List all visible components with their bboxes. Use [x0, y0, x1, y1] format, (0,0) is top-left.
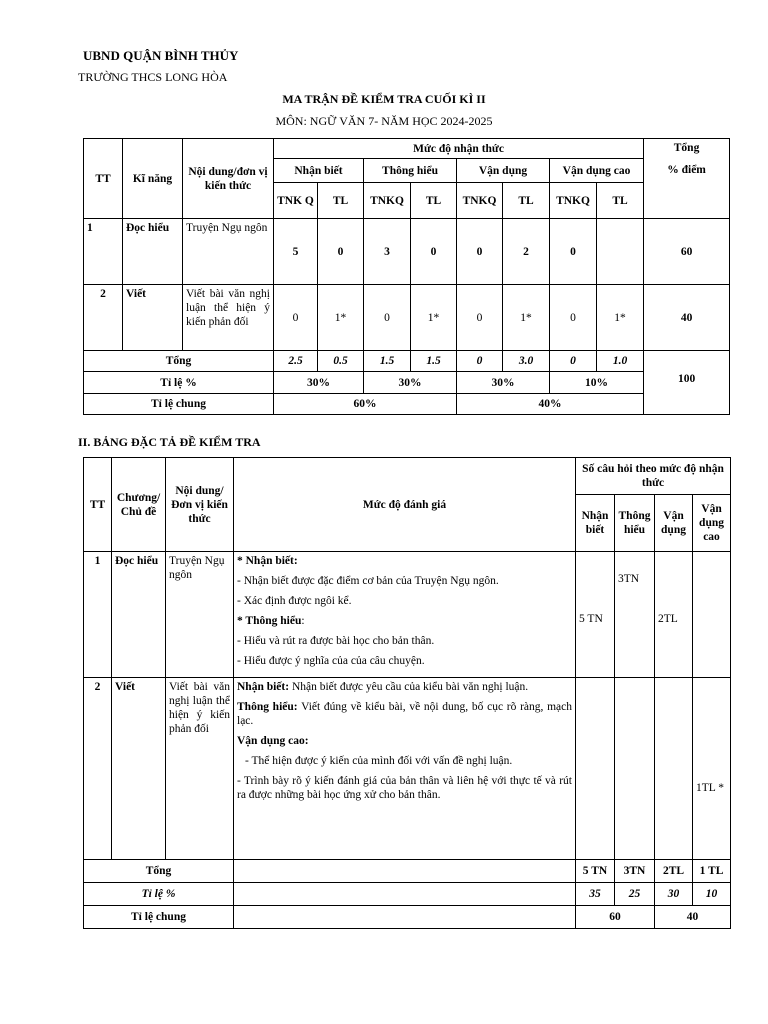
sum-value: 1.5: [411, 351, 457, 372]
spec-ratio-empty: [234, 883, 576, 906]
spec-common-empty: [234, 906, 576, 929]
table-row: [84, 552, 731, 678]
ratio-value: 30%: [364, 372, 457, 394]
sum-value: 1.5: [364, 351, 411, 372]
eval-item: - Nhận biết được đặc điểm cơ bản của Truyện Ngụ ngôn.: [237, 575, 499, 587]
school-name: TRƯỜNG THCS LONG HÒA: [78, 70, 228, 84]
spec-row-tt: 1: [84, 552, 112, 678]
row-value: 5: [274, 219, 318, 285]
matrix-header-level: Mức độ nhận thức: [274, 139, 644, 159]
row-value: 1*: [411, 285, 457, 351]
doc-subtitle: MÔN: NGỮ VĂN 7- NĂM HỌC 2024-2025: [275, 114, 493, 128]
table-row: [84, 285, 730, 351]
spec-row-content: Viết bài văn nghị luận thể hiện ý kiến phản đối: [166, 678, 234, 860]
row-value: 0: [364, 285, 411, 351]
spec-common-value: 40: [655, 906, 731, 929]
spec-count: 1TL *: [693, 678, 731, 860]
spec-level: Thông hiểu: [615, 495, 655, 552]
sum-value: 1.0: [597, 351, 644, 372]
row-value: 0: [550, 219, 597, 285]
sum-total: [644, 351, 730, 372]
row-value: 1*: [503, 285, 550, 351]
spec-sum-empty: [234, 860, 576, 883]
row-value: 2: [503, 219, 550, 285]
matrix-header-total: Tổng % điểm: [644, 139, 730, 219]
eval-title: Thông hiểu:: [237, 701, 298, 713]
eval-item: Nhận biết được yêu cầu của kiểu bài văn nghị luận.: [289, 681, 529, 693]
eval-item: - Thể hiện được ý kiến của mình đối với vấn đề nghị luận.: [245, 755, 513, 767]
common-label: Tỉ lệ chung: [84, 394, 274, 415]
spec-ratio-value: 30: [655, 883, 693, 906]
sub-header: TL: [597, 183, 644, 219]
sub-header: TNK Q: [274, 183, 318, 219]
spec-level: Vận dụng cao: [693, 495, 731, 552]
spec-row-eval: [234, 552, 576, 678]
spec-count: [655, 678, 693, 860]
sub-header: TNKQ: [457, 183, 503, 219]
level-thong-hieu: Thông hiểu: [364, 159, 457, 183]
spec-sum-label: Tổng: [84, 860, 234, 883]
spec-row-eval: [234, 678, 576, 860]
sum-value: 2.5: [274, 351, 318, 372]
eval-item: Viết đúng về kiểu bài, về nội dung, bố cục rõ ràng, mạch lạc.: [237, 701, 572, 727]
sum-label: Tổng: [84, 351, 274, 372]
spec-count: [693, 552, 731, 678]
ratio-value: 10%: [550, 372, 644, 394]
row-tt: 2: [84, 285, 123, 351]
row-total: 40: [644, 285, 730, 351]
matrix-header-tt: TT: [84, 139, 123, 219]
section-title: II. BẢNG ĐẶC TẢ ĐỀ KIỂM TRA: [78, 435, 261, 449]
common-value: 60%: [274, 394, 457, 415]
spec-count: [615, 678, 655, 860]
sum-value: 0: [550, 351, 597, 372]
sum-value: 3.0: [503, 351, 550, 372]
matrix-header-content: Nội dung/đơn vị kiến thức: [183, 139, 274, 219]
common-value: 40%: [457, 394, 644, 415]
row-value: 0: [411, 219, 457, 285]
sub-header: TL: [411, 183, 457, 219]
row-total: 60: [644, 219, 730, 285]
row-content: Viết bài văn nghị luận thể hiện ý kiến phản đối: [183, 285, 274, 351]
spec-header-chapter: Chương/ Chủ đề: [112, 458, 166, 552]
sub-header: TL: [318, 183, 364, 219]
ratio-value: 30%: [274, 372, 364, 394]
row-value: 3: [364, 219, 411, 285]
spec-header-count: Số câu hỏi theo mức độ nhận thức: [576, 458, 731, 495]
row-content: Truyện Ngụ ngôn: [183, 219, 274, 285]
spec-count: 3TN: [615, 552, 655, 678]
spec-common-value: 60: [576, 906, 655, 929]
row-value: 0: [550, 285, 597, 351]
sub-header: TNKQ: [550, 183, 597, 219]
spec-level: Vận dụng: [655, 495, 693, 552]
level-van-dung-cao: Vận dụng cao: [550, 159, 644, 183]
doc-title: MA TRẬN ĐỀ KIỂM TRA CUỐI KÌ II: [282, 92, 486, 106]
eval-item: - Hiểu và rút ra được bài học cho bản thân.: [237, 635, 435, 647]
row-value: 0: [457, 285, 503, 351]
spec-ratio-label: Tỉ lệ %: [84, 883, 234, 906]
spec-level: Nhận biết: [576, 495, 615, 552]
sum-value: 0.5: [318, 351, 364, 372]
sub-header: TNKQ: [364, 183, 411, 219]
row-value: 1*: [318, 285, 364, 351]
matrix-table: [83, 138, 730, 415]
row-value: 0: [318, 219, 364, 285]
ratio-total: 100: [644, 372, 730, 415]
row-value: 1*: [597, 285, 644, 351]
spec-row-content: Truyện Ngụ ngôn: [166, 552, 234, 678]
spec-sum-value: 1 TL: [693, 860, 731, 883]
eval-title: * Thông hiểu: [237, 615, 302, 627]
spec-header-content: Nội dung/Đơn vị kiến thức: [166, 458, 234, 552]
spec-count: 2TL: [655, 552, 693, 678]
row-value: 0: [457, 219, 503, 285]
ratio-value: 30%: [457, 372, 550, 394]
sub-header: TL: [503, 183, 550, 219]
spec-count: [576, 678, 615, 860]
row-skill: Đọc hiểu: [123, 219, 183, 285]
spec-sum-value: 3TN: [615, 860, 655, 883]
spec-table: [83, 457, 731, 929]
eval-title: Vận dụng cao:: [237, 735, 309, 747]
spec-header-tt: TT: [84, 458, 112, 552]
eval-title: * Nhận biết:: [237, 555, 298, 567]
row-skill: Viết: [123, 285, 183, 351]
ratio-label: Tỉ lệ %: [84, 372, 274, 394]
eval-colon: :: [301, 615, 305, 627]
spec-ratio-value: 10: [693, 883, 731, 906]
eval-title: Nhận biết:: [237, 681, 290, 693]
row-tt: 1: [84, 219, 123, 285]
row-value: 0: [274, 285, 318, 351]
spec-sum-value: 5 TN: [576, 860, 615, 883]
district-name: UBND QUẬN BÌNH THỦY: [83, 48, 239, 63]
spec-header-eval: Mức độ đánh giá: [234, 458, 576, 552]
table-row: [84, 219, 730, 285]
eval-item: - Xác định được ngôi kể.: [237, 595, 352, 607]
eval-item: - Trình bày rõ ý kiến đánh giá của bản thân và liên hệ với thực tế và rút ra được những bài học ứng xử cho bản thân.: [237, 775, 572, 801]
spec-row-chapter: Đọc hiểu: [112, 552, 166, 678]
spec-ratio-value: 25: [615, 883, 655, 906]
level-van-dung: Vận dụng: [457, 159, 550, 183]
spec-row-chapter: Viết: [112, 678, 166, 860]
table-row: [84, 678, 731, 860]
spec-common-label: Tỉ lệ chung: [84, 906, 234, 929]
spec-ratio-value: 35: [576, 883, 615, 906]
row-value: [597, 219, 644, 285]
spec-row-tt: 2: [84, 678, 112, 860]
matrix-header-skill: Kĩ năng: [123, 139, 183, 219]
level-nhan-biet: Nhận biết: [274, 159, 364, 183]
sum-value: 0: [457, 351, 503, 372]
spec-sum-value: 2TL: [655, 860, 693, 883]
spec-count: 5 TN: [576, 552, 615, 678]
eval-item: - Hiểu được ý nghĩa của của câu chuyện.: [237, 655, 425, 667]
